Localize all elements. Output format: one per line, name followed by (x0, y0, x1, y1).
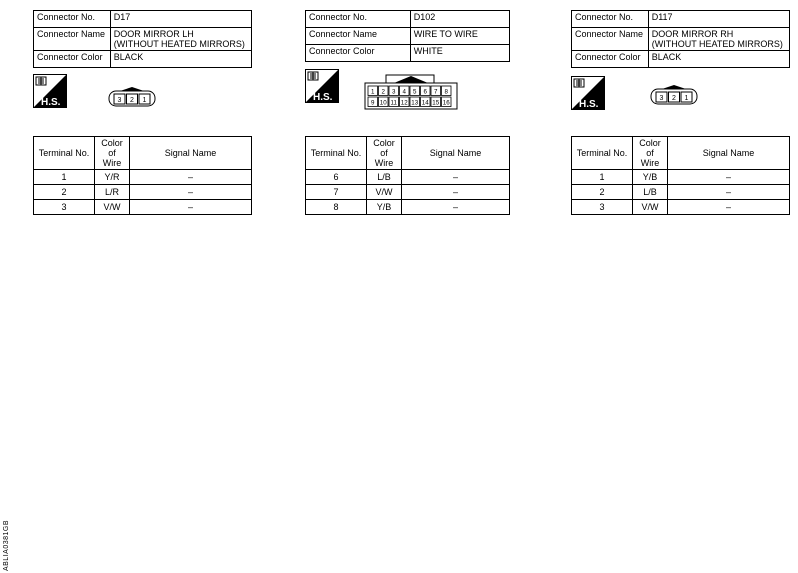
table-row (306, 170, 510, 185)
terminal-table-header (572, 137, 790, 170)
wire-cell: V/W (95, 200, 130, 215)
pin-label: 6 (423, 88, 427, 96)
terminal-cell: 2 (572, 185, 633, 200)
table-row (306, 200, 510, 215)
pin-label: 1 (371, 88, 375, 96)
connector-color-label: Connector Color (306, 45, 411, 62)
table-row (34, 200, 252, 215)
connector-color-value: BLACK (110, 51, 251, 68)
connector-name-line1: DOOR MIRROR RH (651, 29, 734, 39)
pin-label: 16 (442, 99, 450, 107)
terminal-no-header: Terminal No. (34, 137, 95, 170)
wire-color-header (633, 137, 668, 170)
signal-name-header: Signal Name (130, 137, 252, 170)
wire-cell: L/B (367, 170, 402, 185)
wire-cell: Y/B (367, 200, 402, 215)
table-row (572, 170, 790, 185)
table-row (34, 185, 252, 200)
terminal-cell: 1 (572, 170, 633, 185)
wire-cell: L/R (95, 185, 130, 200)
pin-label: 10 (379, 99, 387, 107)
connector-name-label: Connector Name (306, 28, 411, 45)
wire-cell: Y/R (95, 170, 130, 185)
connector-name-label: Connector Name (572, 28, 649, 51)
pin-label: 4 (402, 88, 406, 96)
pin-label: 3 (659, 95, 664, 102)
pin-label: 11 (390, 99, 397, 107)
pin-label: 3 (117, 97, 122, 104)
pin-label: 15 (432, 99, 440, 107)
connector-name-value (110, 28, 251, 51)
signal-cell: – (130, 170, 252, 185)
connector-color-value: WHITE (410, 45, 509, 62)
connector-no-row (572, 11, 790, 28)
pin-label: 12 (400, 99, 408, 107)
wire-cell: L/B (633, 185, 668, 200)
wire-color-header (367, 137, 402, 170)
connector-name-line1: DOOR MIRROR LH (113, 29, 194, 39)
pin-label: 5 (413, 88, 417, 96)
connector-name-row (34, 28, 252, 51)
terminal-cell: 8 (306, 200, 367, 215)
connector-no-label: Connector No. (572, 11, 649, 28)
hs-label: H.S. (579, 99, 599, 110)
connector-color-label: Connector Color (34, 51, 111, 68)
pin-label: 2 (381, 88, 385, 96)
terminal-table (33, 136, 252, 215)
signal-cell: – (130, 200, 252, 215)
pin-label: 1 (684, 95, 689, 102)
wire-color-header-line1: Color of (373, 138, 395, 158)
terminal-cell: 2 (34, 185, 95, 200)
connector-info-table (33, 10, 252, 68)
connector-info-table (571, 10, 790, 68)
wire-color-header-line2: Wire (374, 158, 394, 168)
connector-face-3pin (108, 86, 156, 108)
pin-label: 2 (672, 95, 676, 102)
wire-color-header (95, 137, 130, 170)
connector-no-value: D17 (110, 11, 251, 28)
connector-face-3pin (650, 84, 698, 106)
pin-label: 2 (130, 97, 134, 104)
hs-harness-side-icon (305, 69, 339, 103)
signal-cell: – (668, 200, 790, 215)
signal-cell: – (402, 170, 510, 185)
connector-no-value: D102 (410, 11, 509, 28)
hs-label: H.S. (313, 92, 333, 103)
terminal-no-header: Terminal No. (572, 137, 633, 170)
wire-color-header-line2: Wire (640, 158, 660, 168)
connector-info-table (305, 10, 510, 62)
connector-color-value: BLACK (648, 51, 789, 68)
connector-color-row (34, 51, 252, 68)
table-row (572, 185, 790, 200)
hs-harness-side-icon (33, 74, 67, 108)
signal-name-header: Signal Name (668, 137, 790, 170)
connector-name-row (572, 28, 790, 51)
figure-code: ABLIA0381GB (3, 520, 10, 572)
signal-name-header: Signal Name (402, 137, 510, 170)
wire-cell: V/W (633, 200, 668, 215)
wire-cell: V/W (367, 185, 402, 200)
hs-harness-side-icon (571, 76, 605, 110)
wire-color-header-line1: Color of (639, 138, 661, 158)
connector-name-value (648, 28, 789, 51)
pin-label: 8 (444, 88, 448, 96)
pin-label: 14 (421, 99, 429, 107)
terminal-cell: 1 (34, 170, 95, 185)
pin-label: 7 (434, 88, 438, 96)
connector-no-label: Connector No. (306, 11, 411, 28)
terminal-table-header (306, 137, 510, 170)
pin-label: 3 (392, 88, 396, 96)
pin-label: 9 (371, 99, 375, 107)
signal-cell: – (130, 185, 252, 200)
table-row (572, 200, 790, 215)
signal-cell: – (402, 185, 510, 200)
terminal-cell: 3 (34, 200, 95, 215)
connector-color-row (306, 45, 510, 62)
pin-label: 13 (411, 99, 419, 107)
connector-name-line2: (WITHOUT HEATED MIRRORS) (651, 39, 783, 49)
wire-color-header-line2: Wire (102, 158, 122, 168)
hs-label: H.S. (41, 97, 61, 108)
terminal-cell: 3 (572, 200, 633, 215)
wire-cell: Y/B (633, 170, 668, 185)
connector-color-label: Connector Color (572, 51, 649, 68)
table-row (34, 170, 252, 185)
table-row (306, 185, 510, 200)
pin-label: 1 (142, 97, 147, 104)
wire-color-header-line1: Color of (101, 138, 123, 158)
signal-cell: – (668, 185, 790, 200)
connector-no-value: D117 (648, 11, 789, 28)
terminal-cell: 7 (306, 185, 367, 200)
connector-name-value: WIRE TO WIRE (410, 28, 509, 45)
terminal-table-header (34, 137, 252, 170)
terminal-no-header: Terminal No. (306, 137, 367, 170)
connector-name-label: Connector Name (34, 28, 111, 51)
terminal-table (571, 136, 790, 215)
connector-no-row (34, 11, 252, 28)
connector-no-row (306, 11, 510, 28)
connector-name-line2: (WITHOUT HEATED MIRRORS) (113, 39, 245, 49)
terminal-cell: 6 (306, 170, 367, 185)
connector-name-row (306, 28, 510, 45)
signal-cell: – (668, 170, 790, 185)
connector-color-row (572, 51, 790, 68)
connector-face-16pin (364, 72, 458, 110)
terminal-table (305, 136, 510, 215)
connector-no-label: Connector No. (34, 11, 111, 28)
signal-cell: – (402, 200, 510, 215)
